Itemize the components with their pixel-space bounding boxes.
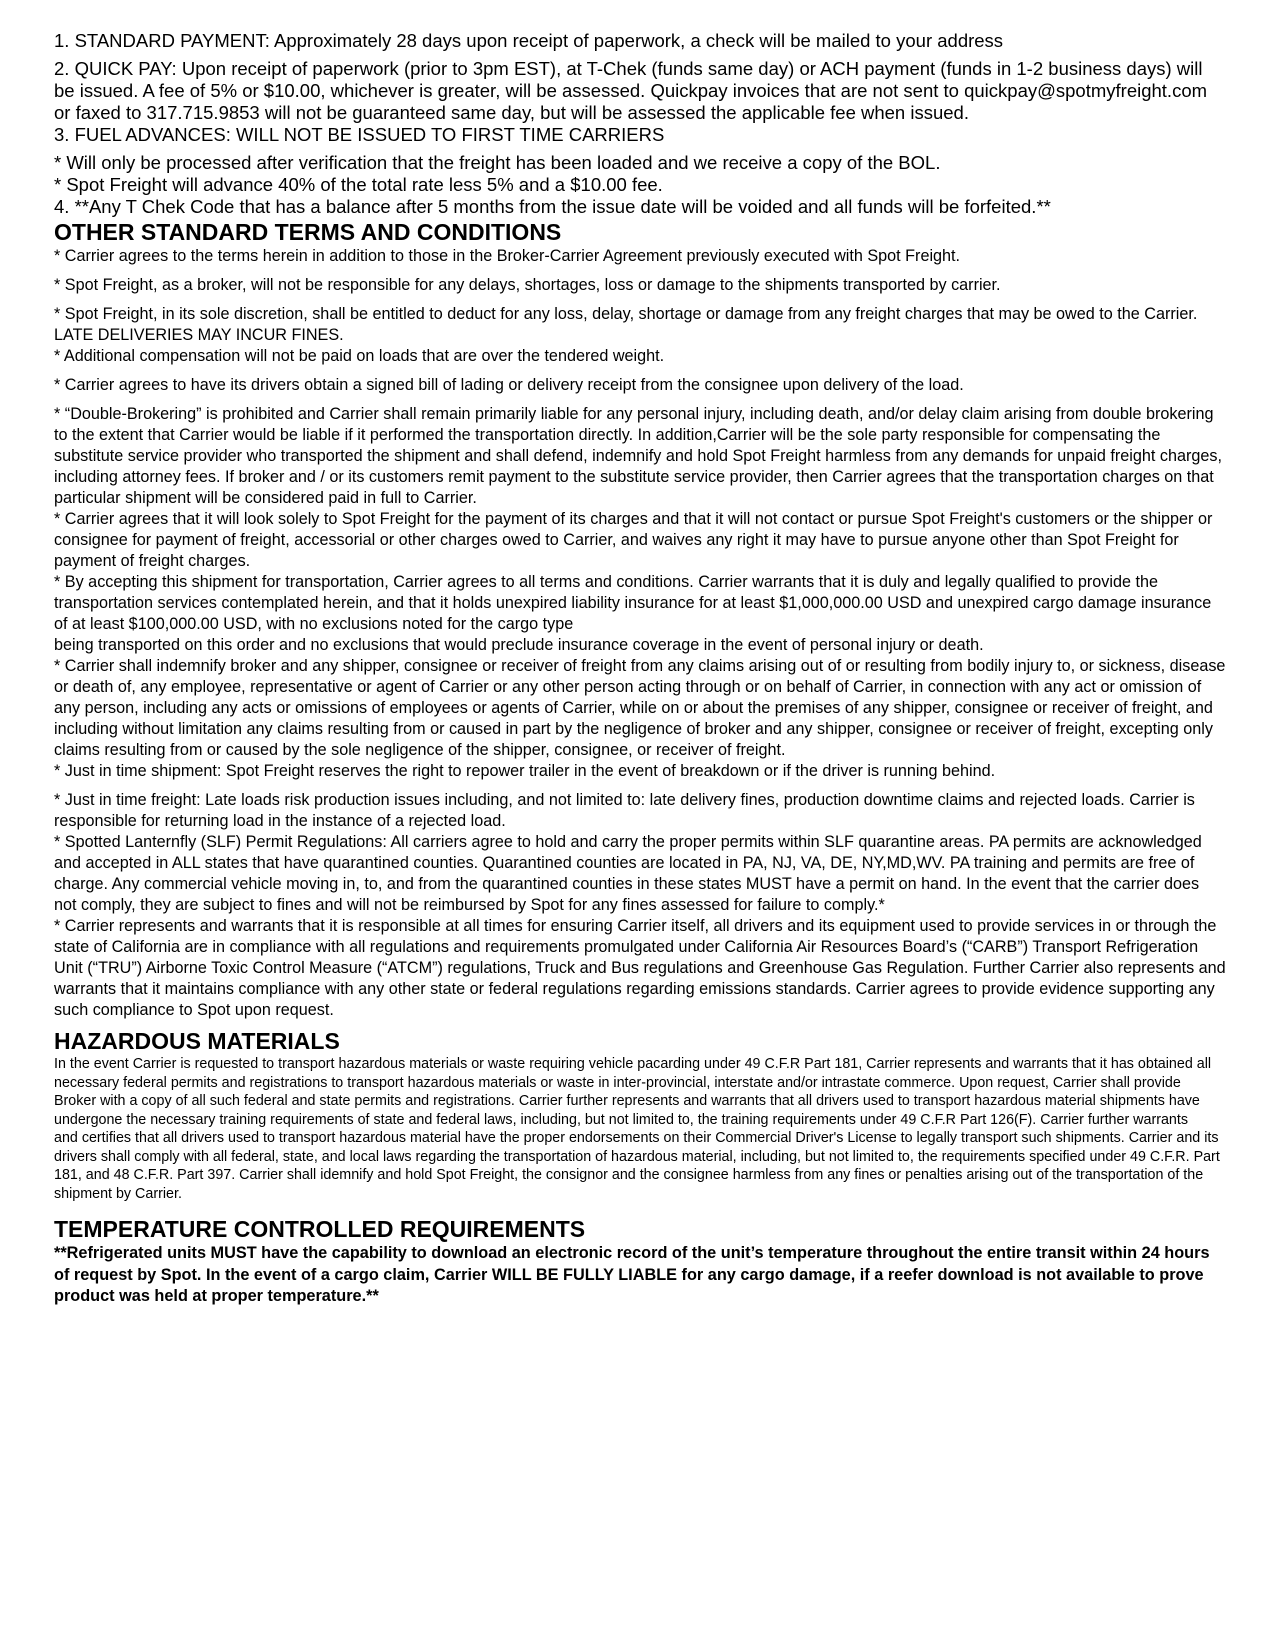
quick-pay-clause: 2. QUICK PAY: Upon receipt of paperwork (prior to 3pm EST), at T-Chek (funds same day) or ACH payment (funds in 1-2 business days) will be issued. A fee of 5% or $10.00, whichever is greater, will be assessed. Quickpay invoices that are not sent to quickpay@spotmyfreight.com or faxed to 317.715.9853 will not be guaranteed same day, but will be assessed the applicable fee when issued. bbox=[54, 58, 1208, 123]
terms-item: * Just in time freight: Late loads risk production issues including, and not limited to: late delivery fines, production downtime claims and rejected loads. Carrier is responsible for returning load in the instance of a rejected load. bbox=[54, 791, 1195, 830]
hazmat-paragraph: In the event Carrier is requested to transport hazardous materials or waste requiring vehicle pacarding under 49 C.F.R Part 181, Carrier represents and warrants that it has obtained all necessary federal permits and registrations to transport hazardous materials or waste in inter-provincial, interstate and/or intrastate commerce. Upon request, Carrier shall provide Broker with a copy of all such federal and state permits and registrations. Carrier further represents and warrants that all drivers used to transport hazardous material shipments have undergone the necessary training requirements of state and federal laws, including, but not limited to, the training requirements under 49 C.F.R Part 126(F). Carrier further warrants bbox=[54, 1056, 1212, 1128]
standard-payment-clause: 1. STANDARD PAYMENT: Approximately 28 days upon receipt of paperwork, a check will be mailed to your address bbox=[54, 30, 1004, 51]
terms-item: * Spotted Lanternfly (SLF) Permit Regulations: All carriers agree to hold and carry the proper permits within SLF quarantine areas. PA permits are acknowledged and accepted in ALL states that have quarantined counties. Quarantined counties are located in PA, NJ, VA, DE, NY,MD,WV. PA training and permits are free of charge. Any commercial vehicle moving in, to, and from the quarantined counties in these states MUST have a permit on hand. In the event that the carrier does not comply, they are subject to fines and will not be reimbursed by Spot for any fines assessed for failure to comply.* bbox=[54, 833, 1202, 914]
terms-item: * “Double-Brokering” is prohibited and Carrier shall remain primarily liable for any personal injury, including death, and/or delay claim arising from double brokering to the extent that Carrier would be liable if it performed the transportation directly. In addition,Carrier will be the sole party responsible for compensating the substitute service provider who transported the shipment and shall defend, indemnify and hold Spot Freight harmless from any demands for unpaid freight charges, including attorney fees. If broker and / or its customers remit payment to the substitute service provider, then Carrier agrees that the transportation charges on that particular shipment will be considered paid in full to Carrier. bbox=[54, 405, 1222, 507]
terms-item: * Additional compensation will not be paid on loads that are over the tendered weight. bbox=[54, 347, 665, 365]
document-page bbox=[54, 30, 1226, 1308]
terms-item: * Spot Freight, in its sole discretion, shall be entitled to deduct for any loss, delay, shortage or damage from any freight charges that may be owed to the Carrier. LATE DELIVERIES MAY INCUR FINES. bbox=[54, 305, 1198, 344]
temperature-heading: TEMPERATURE CONTROLLED REQUIREMENTS bbox=[54, 1216, 586, 1242]
terms-item: * Spot Freight, as a broker, will not be responsible for any delays, shortages, loss or damage to the shipments transported by carrier. bbox=[54, 276, 1001, 294]
terms-item: * Carrier agrees to have its drivers obtain a signed bill of lading or delivery receipt from the consignee upon delivery of the load. bbox=[54, 376, 964, 394]
terms-item: * Carrier agrees to the terms herein in addition to those in the Broker-Carrier Agreement previously executed with Spot Freight. bbox=[54, 247, 961, 265]
tchek-clause: 4. **Any T Chek Code that has a balance after 5 months from the issue date will be voided and all funds will be forfeited.** bbox=[54, 196, 1051, 217]
terms-heading: OTHER STANDARD TERMS AND CONDITIONS bbox=[54, 219, 562, 245]
hazmat-paragraph: and certifies that all drivers used to transport hazardous material have the proper endorsements on their Commercial Driver's License to legally transport such shipments. Carrier and its drivers shall comply with all federal, state, and local laws regarding the transportation of hazardous material, including, but not limited to, the requirements specified under 49 C.F.R. Part 181, and 48 C.F.R. Part 397. Carrier shall idemnify and hold Spot Freight, the consignor and the consignee harmless from any fines or penalties arising out of the transportation of the shipment by Carrier. bbox=[54, 1130, 1220, 1202]
hazmat-heading: HAZARDOUS MATERIALS bbox=[54, 1028, 340, 1054]
terms-item: * Carrier represents and warrants that it is responsible at all times for ensuring Carrier itself, all drivers and its equipment used to provide services in or through the state of California are in compliance with all regulations and requirements promulgated under California Air Resources Board’s (“CARB”) Transport Refrigeration Unit (“TRU”) Airborne Toxic Control Measure (“ATCM”) regulations, Truck and Bus regulations and Greenhouse Gas Regulation. Further Carrier also represents and warrants that it maintains compliance with any other state or federal regulations regarding emissions standards. Carrier agrees to provide evidence supporting any such compliance to Spot upon request. bbox=[54, 917, 1226, 1019]
temperature-requirement: **Refrigerated units MUST have the capability to download an electronic record of the unit’s temperature throughout the entire transit within 24 hours of request by Spot. In the event of a cargo claim, Carrier WILL BE FULLY LIABLE for any cargo damage, if a reefer download is not available to prove product was held at proper temperature.** bbox=[54, 1244, 1210, 1305]
terms-item: * Carrier shall indemnify broker and any shipper, consignee or receiver of freight from any claims arising out of or resulting from bodily injury to, or sickness, disease or death of, any employee, representative or agent of Carrier or any other person acting through or on behalf of Carrier, in connection with any act or omission of any person, including any acts or omissions of employees or agents of Carrier, while on or about the premises of any shipper, consignee or receiver of freight, and including without limitation any claims resulting from or caused in part by the negligence of broker and any shipper, consignee or receiver of freight, excepting only claims resulting from or caused by the sole negligence of the shipper, consignee, or receiver of freight. bbox=[54, 657, 1226, 759]
fuel-advances-clause: 3. FUEL ADVANCES: WILL NOT BE ISSUED TO FIRST TIME CARRIERS bbox=[54, 124, 665, 145]
terms-item: * Just in time shipment: Spot Freight reserves the right to repower trailer in the event of breakdown or if the driver is running behind. bbox=[54, 762, 996, 780]
terms-item: * By accepting this shipment for transportation, Carrier agrees to all terms and conditions. Carrier warrants that it is duly and legally qualified to provide the transportation services contemplated herein, and that it holds unexpired liability insurance for at least $1,000,000.00 USD and unexpired cargo damage insurance of at least $100,000.00 USD, with no exclusions noted for the cargo type bbox=[54, 573, 1212, 633]
fuel-advances-note: * Will only be processed after verification that the freight has been loaded and we receive a copy of the BOL. bbox=[54, 152, 941, 173]
terms-item: * Carrier agrees that it will look solely to Spot Freight for the payment of its charges and that it will not contact or pursue Spot Freight's customers or the shipper or consignee for payment of freight, accessorial or other charges owed to Carrier, and waives any right it may have to pursue anyone other than Spot Freight for payment of freight charges. bbox=[54, 510, 1213, 570]
fuel-advances-note: * Spot Freight will advance 40% of the total rate less 5% and a $10.00 fee. bbox=[54, 174, 663, 195]
terms-item: being transported on this order and no exclusions that would preclude insurance coverage in the event of personal injury or death. bbox=[54, 636, 984, 654]
